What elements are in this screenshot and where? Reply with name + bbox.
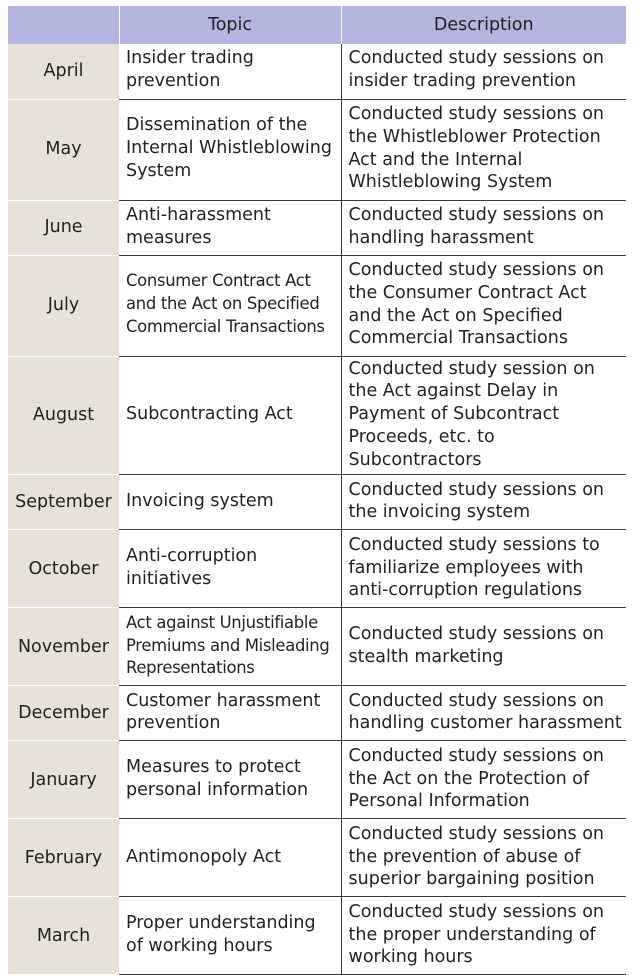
month-cell: August [8, 356, 119, 475]
table-row [8, 99, 626, 200]
topic-cell: Subcontracting Act [119, 356, 341, 475]
table-row [8, 44, 626, 99]
description-cell: Conducted study sessions on insider trading prevention [341, 44, 626, 99]
month-cell: October [8, 530, 119, 608]
topic-cell: Consumer Contract Act and the Act on Specified Commercial Transactions [119, 255, 341, 356]
topic-cell: Anti-harassment measures [119, 200, 341, 255]
topic-column-header: Topic [119, 6, 341, 44]
table-row [8, 741, 626, 819]
month-cell: March [8, 897, 119, 975]
description-cell: Conducted study sessions to familiarize employees with anti-corruption regulations [341, 530, 626, 608]
table-row [8, 530, 626, 608]
month-cell: July [8, 255, 119, 356]
topic-cell: Anti-corruption initiatives [119, 530, 341, 608]
month-cell: December [8, 686, 119, 741]
topic-cell: Antimonopoly Act [119, 819, 341, 897]
month-cell: April [8, 44, 119, 99]
topic-cell: Act against Unjustifiable Premiums and Misleading Representations [119, 608, 341, 686]
table-row [8, 686, 626, 741]
month-cell: May [8, 99, 119, 200]
description-cell: Conducted study sessions on the prevention of abuse of superior bargaining position [341, 819, 626, 897]
topic-cell: Measures to protect personal information [119, 741, 341, 819]
topic-cell: Dissemination of the Internal Whistleblowing System [119, 99, 341, 200]
description-cell: Conducted study sessions on the Act on the Protection of Personal Information [341, 741, 626, 819]
description-cell: Conducted study sessions on stealth marketing [341, 608, 626, 686]
topic-cell: Insider trading prevention [119, 44, 341, 99]
table-row [8, 356, 626, 475]
table-row [8, 897, 626, 975]
table-row [8, 819, 626, 897]
topic-cell: Invoicing system [119, 475, 341, 530]
description-cell: Conducted study session on the Act against Delay in Payment of Subcontract Proceeds, etc. to Subcontractors [341, 356, 626, 475]
table-row [8, 200, 626, 255]
topic-cell: Proper understanding of working hours [119, 897, 341, 975]
topic-cell: Customer harassment prevention [119, 686, 341, 741]
month-column-header [8, 6, 119, 44]
training-topics-table [8, 6, 626, 975]
month-cell: February [8, 819, 119, 897]
description-column-header: Description [341, 6, 626, 44]
description-cell: Conducted study sessions on the invoicing system [341, 475, 626, 530]
table-row [8, 608, 626, 686]
month-cell: September [8, 475, 119, 530]
month-cell: June [8, 200, 119, 255]
month-cell: November [8, 608, 119, 686]
description-cell: Conducted study sessions on the Whistleblower Protection Act and the Internal Whistleblowing System [341, 99, 626, 200]
month-cell: January [8, 741, 119, 819]
description-cell: Conducted study sessions on the proper understanding of working hours [341, 897, 626, 975]
table-row [8, 255, 626, 356]
header-row [8, 6, 626, 44]
table-row [8, 475, 626, 530]
description-cell: Conducted study sessions on handling harassment [341, 200, 626, 255]
description-cell: Conducted study sessions on the Consumer Contract Act and the Act on Specified Commercial Transactions [341, 255, 626, 356]
description-cell: Conducted study sessions on handling customer harassment [341, 686, 626, 741]
